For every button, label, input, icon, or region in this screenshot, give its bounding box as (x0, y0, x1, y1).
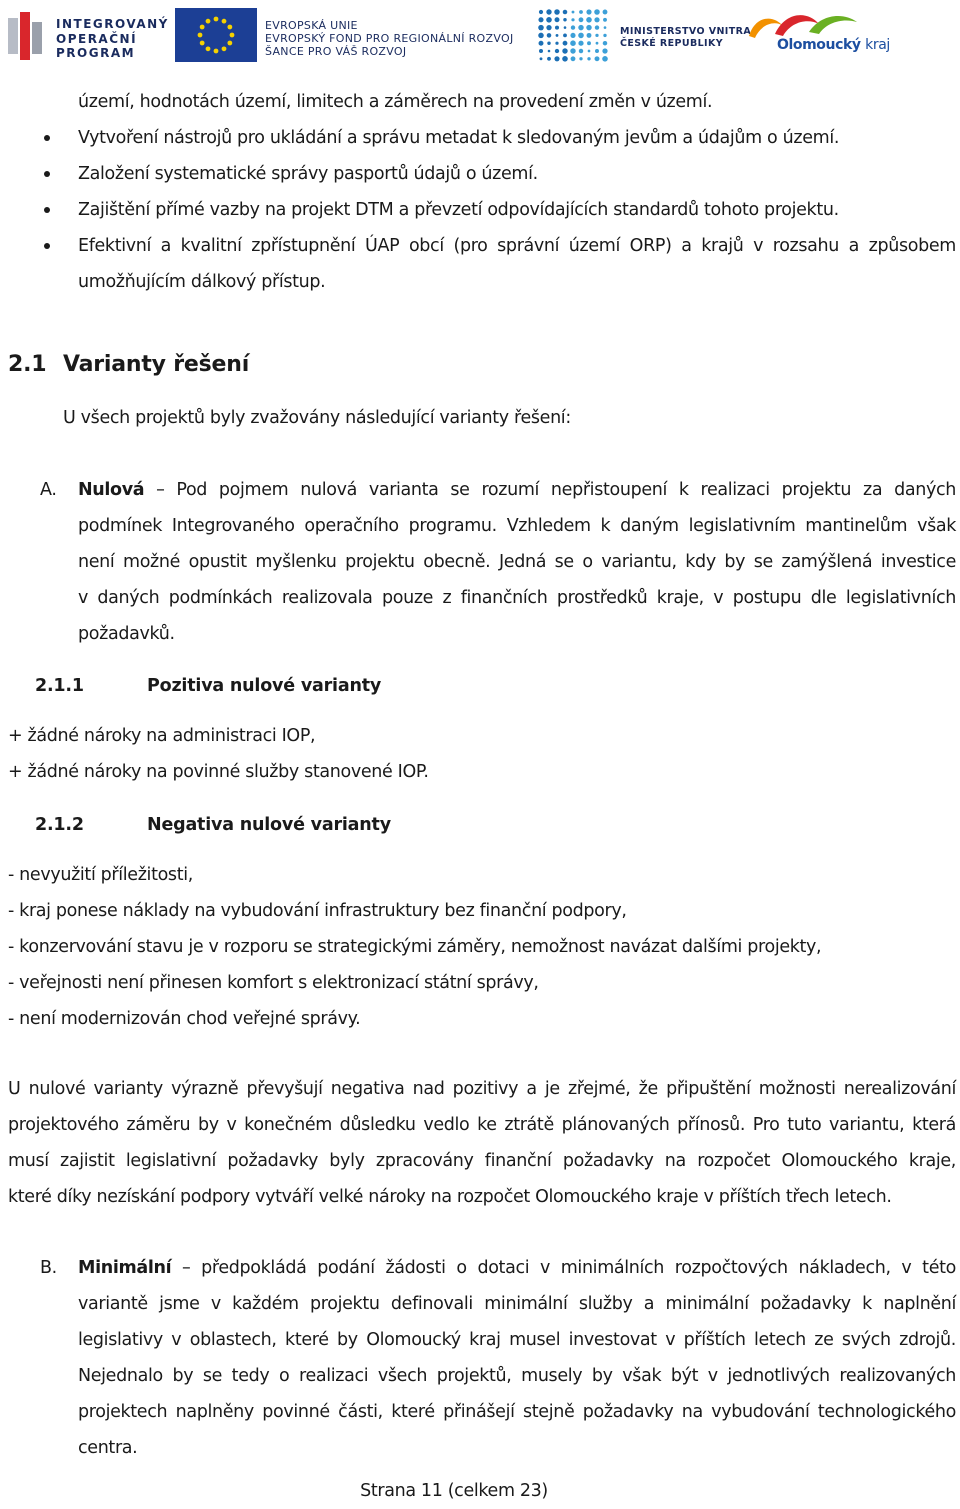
mv-dot-icon (579, 10, 583, 14)
conclusion-line-3: musí zajistit legislativní požadavky byly zpracovány finanční požadavky na rozpočet Olomouckého kraje, (8, 1151, 956, 1171)
mv-dot-icon (563, 33, 567, 37)
mv-dot-icon (588, 50, 591, 53)
mv-dot-icon (594, 9, 600, 15)
mv-dot-icon (563, 18, 566, 21)
mv-dot-icon (570, 33, 575, 38)
conclusion-line-2: projektového záměru by v konečném důsledku vedlo ke ztrátě plánovaných přínosů. Pro tuto variantu, která (8, 1115, 956, 1135)
negatives-title: Negativa nulové varianty (147, 815, 391, 835)
mv-dot-icon (555, 26, 559, 30)
bullet-item: Vytvoření nástrojů pro ukládání a správu metadat k sledovaným jevům a údajům o území. (78, 128, 840, 148)
mv-dot-icon (570, 48, 575, 53)
negatives-number: 2.1.2 (35, 815, 84, 835)
eu-star-icon (206, 19, 211, 24)
conclusion-line-1: U nulové varianty výrazně převyšují negativa nad pozitivy a je zřejmé, že připuštění možnosti nerealizování (8, 1079, 956, 1099)
positives-title: Pozitiva nulové varianty (147, 676, 382, 696)
negative-item: - veřejnosti není přinesen komfort s elektronizací státní správy, (8, 973, 539, 993)
positives-number: 2.1.1 (35, 676, 84, 696)
variant-a-line-5: požadavků. (78, 624, 175, 644)
variant-a-letter: A. (40, 480, 57, 500)
mv-dot-icon (539, 49, 543, 53)
mv-dot-icon (594, 17, 599, 22)
mv-dot-icon (554, 9, 560, 15)
eu-line-2: EVROPSKÝ FOND PRO REGIONÁLNÍ ROZVOJ (265, 32, 514, 45)
eu-star-icon (198, 33, 203, 38)
bullet-item-last-line-1: Efektivní a kvalitní zpřístupnění ÚAP obcí (pro správní území ORP) a krajů v rozsahu a způsobem (78, 236, 956, 256)
mv-dot-icon (562, 56, 568, 62)
bullet-dot (44, 243, 50, 249)
variant-a-line-4: v daných podmínkách realizovala pouze z finančních prostředků kraje, v postupu dle legislativních (78, 588, 956, 608)
mv-dot-icon (603, 10, 608, 15)
eu-star-icon (227, 41, 232, 46)
mv-dot-icon (539, 10, 543, 14)
eu-star-icon (230, 33, 235, 38)
mv-dot-icon (579, 57, 582, 60)
mv-text (620, 26, 751, 50)
section-title: Varianty řešení (63, 352, 250, 377)
eu-star-icon (214, 49, 219, 54)
mv-dot-icon (587, 33, 592, 38)
positive-item: + žádné nároky na administraci IOP, (8, 726, 316, 746)
mv-dot-icon (579, 49, 583, 53)
mv-dot-icon (547, 41, 550, 44)
mv-dot-icon (538, 25, 544, 31)
iop-line-2: OPERAČNÍ (56, 31, 138, 46)
mv-dot-icon (563, 10, 568, 15)
bullet-item-last-line-2: umožňujícím dálkový přístup. (78, 272, 326, 292)
olk-suffix: kraj (865, 37, 890, 53)
mv-dot-icon (602, 48, 607, 53)
mv-dot-icon (578, 41, 583, 46)
mv-dot-icon (587, 41, 591, 45)
mv-dot-icon (579, 17, 584, 22)
mv-dot-icon (547, 57, 551, 61)
mv-dot-icon (603, 18, 607, 22)
iop-logo (8, 8, 169, 64)
mv-dot-icon (595, 56, 600, 61)
mv-line-2: ČESKÉ REPUBLIKY (620, 38, 724, 49)
mv-dot-icon (538, 17, 543, 22)
mv-dot-icon (546, 9, 551, 14)
bullet-dot (44, 207, 50, 213)
variant-b-line-2: variantě jsme v každém projektu definovali minimální služby a minimální požadavky k naplnění (78, 1294, 956, 1314)
olomoucky-kraj-logo (745, 10, 895, 60)
mv-dot-icon (555, 49, 559, 53)
olk-name: Olomoucký (777, 37, 861, 53)
mv-dot-icon (570, 40, 576, 46)
mv-dot-icon (586, 25, 591, 30)
mv-dot-icon (603, 41, 608, 46)
mv-dot-icon (538, 33, 544, 39)
iop-line-3: PROGRAM (56, 46, 136, 60)
mv-dot-icon (548, 50, 551, 53)
mv-dot-icon (595, 34, 598, 37)
variant-b-line-3: legislativy v oblastech, které by Olomoucký kraj musel investovat v příštích letech ze svých zdrojů. (78, 1330, 956, 1350)
mv-dot-icon (604, 26, 607, 29)
mv-dot-icon (546, 17, 552, 23)
eu-star-icon (214, 17, 219, 22)
mv-dot-icon (603, 34, 606, 37)
eu-text (265, 19, 513, 58)
bullet-dot (44, 171, 50, 177)
page-number: Strana 11 (celkem 23) (360, 1481, 548, 1501)
mv-dot-icon (554, 56, 559, 61)
eu-star-icon (222, 19, 227, 24)
section-number: 2.1 (8, 352, 47, 377)
negative-item: - nevyužití příležitosti, (8, 865, 193, 885)
olk-mark-icon (745, 10, 865, 40)
bullet-dot (44, 135, 50, 141)
mv-dot-icon (571, 56, 576, 61)
variant-a-line-2: podmínek Integrovaného operačního programu. Vzhledem k daným legislativním mantinelům však (78, 516, 956, 536)
variant-a-line-1: Nulová – Pod pojmem nulová varianta se rozumí nepřistoupení k realizaci projektu za daných (78, 480, 956, 500)
eu-line-3: ŠANCE PRO VÁŠ ROZVOJ (265, 45, 407, 58)
mv-dot-icon (563, 41, 568, 46)
mv-dot-icon (586, 17, 592, 23)
mv-logo-dots-icon (537, 8, 609, 62)
mv-dot-icon (595, 49, 599, 53)
section-intro: U všech projektů byly zvažovány následující varianty řešení: (63, 408, 571, 428)
bullet-item: Zajištění přímé vazby na projekt DTM a převzetí odpovídajících standardů tohoto projektu. (78, 200, 839, 220)
variant-b-letter: B. (40, 1258, 57, 1278)
eu-line-1: EVROPSKÁ UNIE (265, 19, 358, 32)
mv-dot-icon (555, 17, 560, 22)
variant-a-name: Nulová (78, 480, 145, 500)
mv-dot-icon (564, 26, 567, 29)
mv-dot-icon (595, 25, 599, 29)
bullet-continuation: území, hodnotách území, limitech a záměrech na provedení změn v území. (78, 92, 713, 112)
mv-dot-icon (539, 41, 544, 46)
mv-dot-icon (571, 18, 574, 21)
eu-star-icon (206, 46, 211, 51)
eu-flag-icon (175, 8, 257, 62)
eu-star-icon (227, 25, 232, 30)
variant-b-line-1: Minimální – předpokládá podání žádosti o dotaci v minimálních rozpočtových nákladech, v této (78, 1258, 956, 1278)
variant-b-line-5: projektech naplněny povinné části, které přinášejí stejně požadavky na vybudování technologického (78, 1402, 956, 1422)
negative-item: - kraj ponese náklady na vybudování infrastruktury bez finanční podpory, (8, 901, 627, 921)
variant-a-line-3: není možné opustit myšlenku projektu obecně. Jedná se o variantu, kdy by se zamýšlená investice (78, 552, 956, 572)
conclusion-line-4: které díky nezískání podpory vytváří velké nároky na rozpočet Olomouckého kraje v příštích třech letech. (8, 1187, 892, 1207)
mv-dot-icon (587, 57, 590, 60)
bullet-item: Založení systematické správy pasportů údajů o území. (78, 164, 538, 184)
variant-b-line-6: centra. (78, 1438, 138, 1458)
mv-dot-icon (556, 34, 559, 37)
eu-star-icon (222, 46, 227, 51)
mv-dot-icon (602, 56, 608, 62)
mv-dot-icon (571, 25, 575, 29)
mv-dot-icon (578, 33, 584, 39)
mv-dot-icon (555, 42, 558, 45)
eu-star-icon (200, 25, 205, 30)
mv-dot-icon (547, 33, 552, 38)
mv-dot-icon (596, 42, 599, 45)
mv-dot-icon (540, 57, 543, 60)
mv-dot-icon (546, 25, 551, 30)
negative-item: - není modernizován chod veřejné správy. (8, 1009, 361, 1029)
variant-b-name: Minimální (78, 1258, 172, 1278)
iop-line-1: INTEGROVANÝ (56, 17, 169, 31)
mv-dot-icon (572, 11, 575, 14)
mv-dot-icon (562, 48, 567, 53)
mv-dot-icon (578, 25, 583, 30)
negative-item: - konzervování stavu je v rozporu se strategickými záměry, nemožnost navázat dalšími projekty, (8, 937, 822, 957)
eu-star-icon (200, 41, 205, 46)
mv-dot-icon (586, 9, 591, 14)
positive-item: + žádné nároky na povinné služby stanovené IOP. (8, 762, 429, 782)
iop-mark-icon (8, 12, 48, 60)
mv-line-1: MINISTERSTVO VNITRA (620, 26, 752, 37)
variant-b-line-4: Nejednalo by se tedy o realizaci všech projektů, musely by však být v jednotlivých realizovaných (78, 1366, 956, 1386)
